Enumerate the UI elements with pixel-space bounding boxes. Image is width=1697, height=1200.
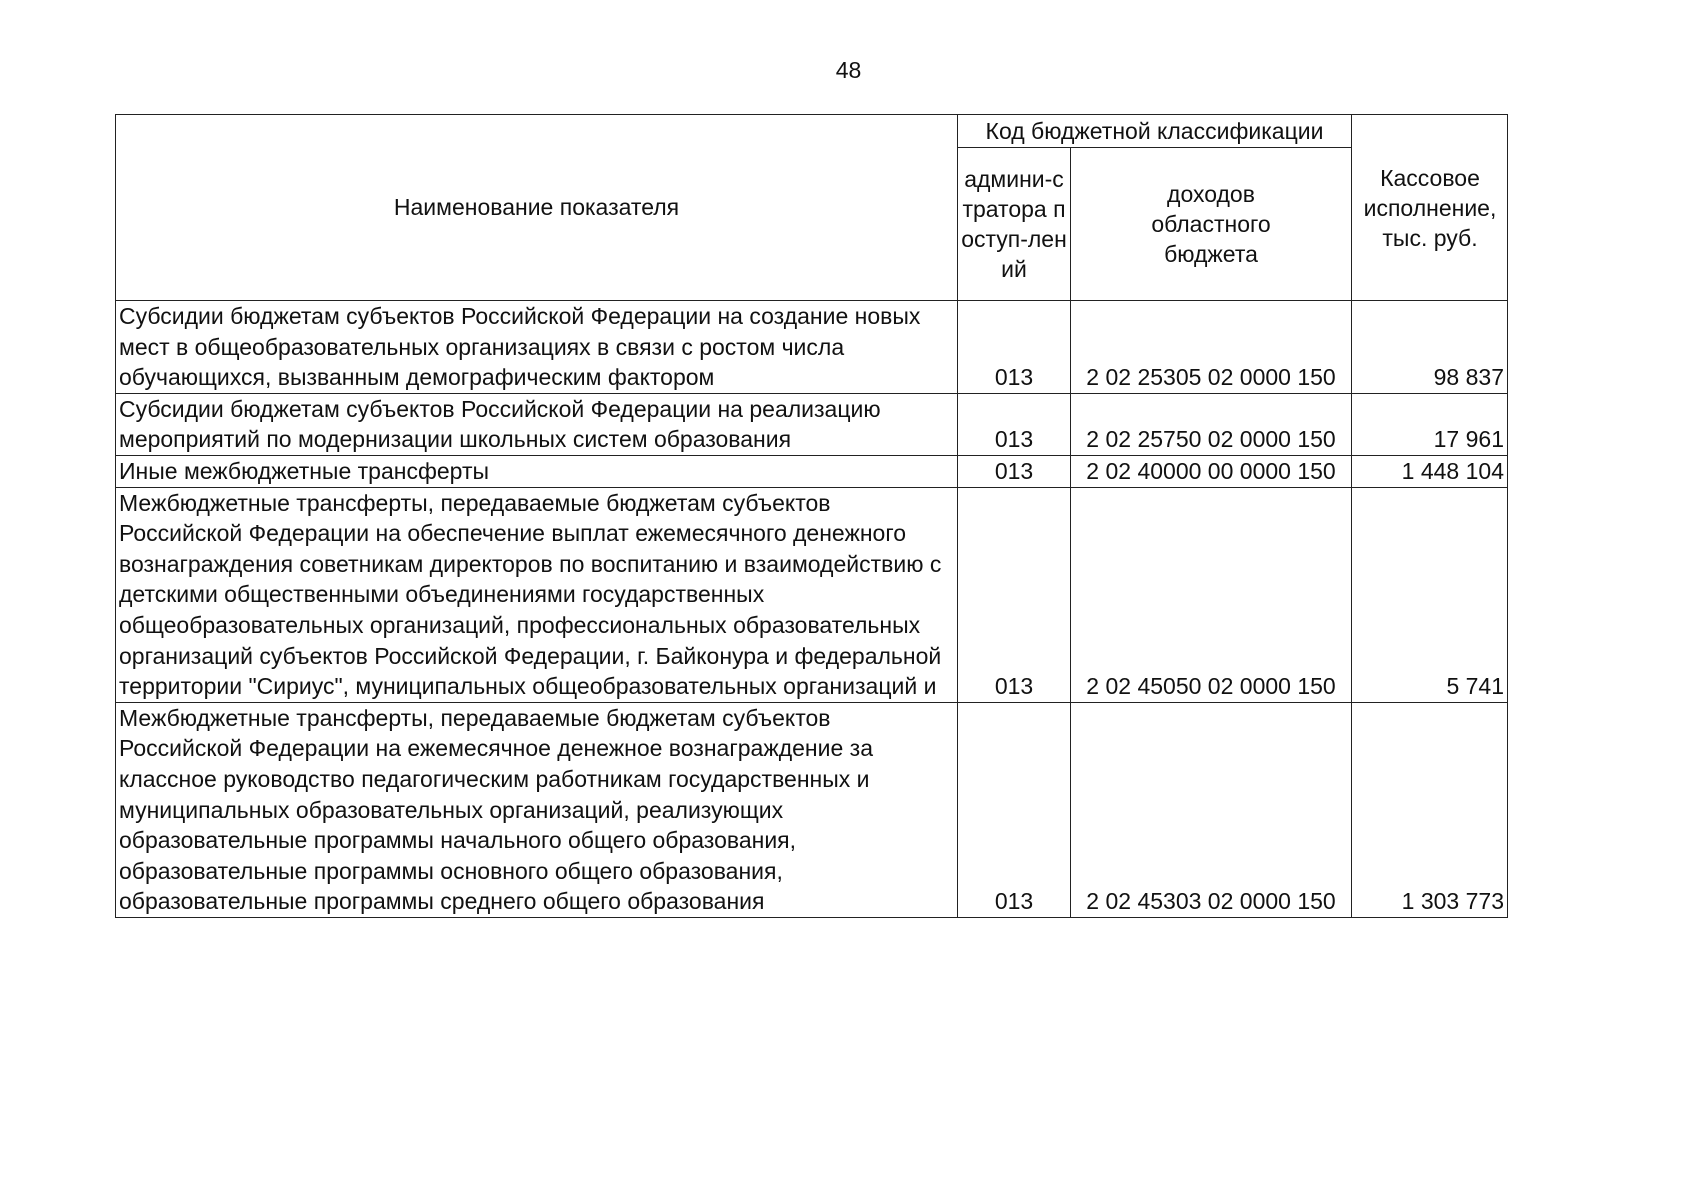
table-row — [116, 393, 1508, 455]
row-name: Субсидии бюджетам субъектов Российской Федерации на создание новых мест в общеобразовательных организациях в связи с ростом числа обучающихся, вызванным демографическим фактором — [116, 301, 958, 394]
row-name: Межбюджетные трансферты, передаваемые бюджетам субъектов Российской Федерации на обеспечение выплат ежемесячного денежного вознаграждения советникам директоров по воспитанию и взаимодействию с детскими общественными объединениями государственных общеобразовательных организаций, профессиональных образовательных организаций субъектов Российской Федерации, г. Байконура и федеральной территории "Сириус", муниципальных общеобразовательных организаций и — [116, 487, 958, 702]
row-income-code: 2 02 25750 02 0000 150 — [1071, 393, 1352, 455]
row-name: Иные межбюджетные трансферты — [116, 455, 958, 487]
row-admin-code: 013 — [958, 455, 1071, 487]
table-row — [116, 487, 1508, 702]
table-header-row — [116, 115, 1508, 148]
row-amount: 98 837 — [1352, 301, 1508, 394]
header-code-group: Код бюджетной классификации — [958, 115, 1352, 148]
budget-execution-table — [115, 114, 1508, 918]
header-admin-text: админи-стратора поступ-лений — [961, 166, 1067, 282]
row-admin-code: 013 — [958, 487, 1071, 702]
page-number: 48 — [835, 57, 862, 83]
table-row — [116, 702, 1508, 917]
row-income-code: 2 02 40000 00 0000 150 — [1071, 455, 1352, 487]
row-income-code: 2 02 45303 02 0000 150 — [1071, 702, 1352, 917]
row-name: Субсидии бюджетам субъектов Российской Федерации на реализацию мероприятий по модернизации школьных систем образования — [116, 393, 958, 455]
header-admin — [958, 148, 1071, 301]
row-amount: 1 303 773 — [1352, 702, 1508, 917]
header-income — [1071, 148, 1352, 301]
row-amount: 5 741 — [1352, 487, 1508, 702]
row-income-code: 2 02 45050 02 0000 150 — [1071, 487, 1352, 702]
row-amount: 17 961 — [1352, 393, 1508, 455]
row-admin-code: 013 — [958, 301, 1071, 394]
row-admin-code: 013 — [958, 393, 1071, 455]
header-execution-text: Кассовое исполнение, тыс. руб. — [1363, 164, 1497, 251]
table-row — [116, 455, 1508, 487]
row-name: Межбюджетные трансферты, передаваемые бюджетам субъектов Российской Федерации на ежемесячное денежное вознаграждение за классное руководство педагогическим работникам государственных и муниципальных образовательных организаций, реализующих образовательные программы начального общего образования, образовательные программы основного общего образования, образовательные программы среднего общего образования — [116, 702, 958, 917]
header-name: Наименование показателя — [116, 115, 958, 301]
header-execution — [1352, 115, 1508, 301]
row-amount: 1 448 104 — [1352, 455, 1508, 487]
row-admin-code: 013 — [958, 702, 1071, 917]
row-income-code: 2 02 25305 02 0000 150 — [1071, 301, 1352, 394]
table-row — [116, 301, 1508, 394]
header-income-text: доходов областного бюджета — [1151, 181, 1271, 267]
